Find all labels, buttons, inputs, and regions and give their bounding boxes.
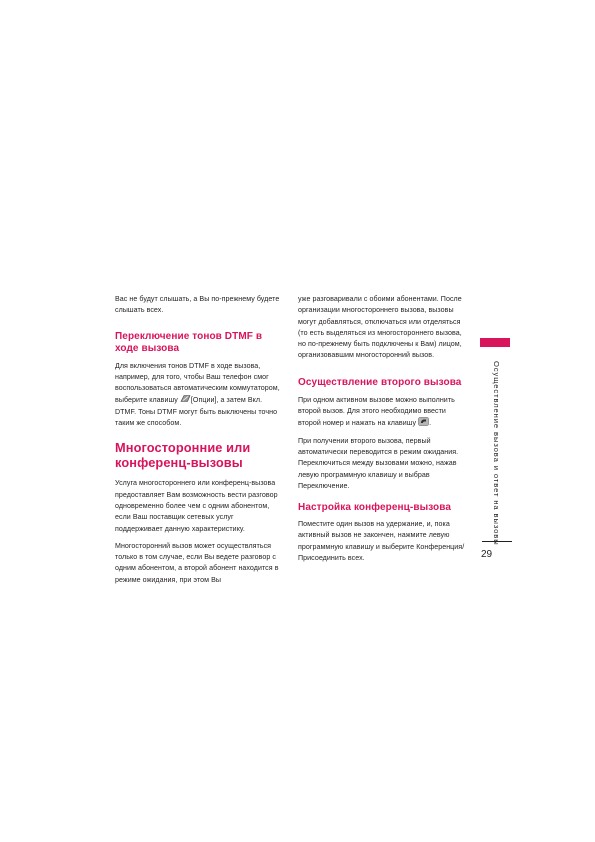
send-key-icon (418, 417, 432, 428)
heading-second-call: Осуществление второго вызова (298, 376, 462, 388)
paragraph-second-call-2: При получении второго вызова, первый автоматически переводится в режим ожидания. Переключиться между вызовами можно, нажав левую программную клавишу и выбрав Переключение. (298, 436, 459, 490)
chapter-tab-marker (480, 338, 510, 347)
paragraph-conference-setup: Поместите один вызов на удержание, и, пока активный вызов не закончен, нажмите левую программную клавишу и выберите Конференция/Присоединить всех. (298, 520, 465, 563)
page-number: 29 (481, 549, 493, 560)
paragraph-conference-2: Многосторонний вызов может осуществляться только в том случае, если Вы ведете разговор с одним абонентом, а второй абонент находится в режиме ожидания, при этом Вы (115, 541, 279, 584)
paragraph-dtmf-text-b: [Опции], а затем Вкл. DTMF. Тоны DTMF могут быть выключены точно таким же способом. (115, 396, 278, 428)
paragraph-second-call-1 (298, 395, 465, 430)
paragraph-conference-1: Услуга многостороннего или конференц-вызова предоставляет Вам возможность вести разговор одновременно более чем с одним абонентом, если Ваш поставщик сетевых услуг поддерживает данную характеристику. (115, 479, 278, 533)
paragraph-conference-continued: уже разговаривали с обоими абонентами. После организации многостороннего вызова, вызовы могут добавляться, отключаться или отделяться (то есть выделяться из многостороннего вызова, но по-прежнему быть подключены к Вам) лицом, организовавшим многосторонний вызов. (298, 295, 462, 360)
page-number-rule (482, 541, 512, 542)
paragraph-dtmf (115, 361, 283, 430)
heading-conference-setup: Настройка конференц-вызова (298, 502, 452, 514)
paragraph-muted-intro: Вас не будут слышать, а Вы по-прежнему будете слышать всех. (115, 295, 280, 315)
paragraph-dtmf-text-a: Для включения тонов DTMF в ходе вызова, например, для того, чтобы Ваш телефон смог воспользоваться автоматическим коммутатором, выберите клавишу (115, 361, 280, 405)
right-column (298, 294, 465, 570)
left-soft-key-icon (180, 394, 191, 403)
heading-conference: Многосторонние или конференц-вызовы (115, 440, 251, 470)
left-column (115, 294, 283, 592)
chapter-title-vertical: Осуществление вызова и ответ на вызовы (492, 361, 501, 546)
heading-dtmf: Переключение тонов DTMF в ходе вызова (115, 330, 263, 354)
paragraph-second-call-text-b: . (429, 419, 432, 428)
paragraph-second-call-text-a: При одном активном вызове можно выполнить второй вызов. Для этого необходимо ввести второй номер и нажать на клавишу (298, 395, 455, 428)
